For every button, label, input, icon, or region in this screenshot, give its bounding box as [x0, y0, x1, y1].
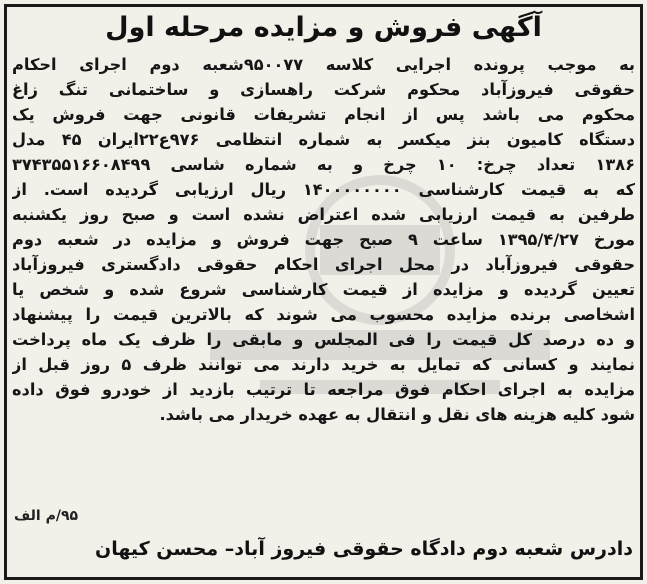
body-line: حقوقی فیروزآباد محکوم شرکت راهسازی و ساختمانی تنگ زاغ — [12, 80, 635, 99]
body-line: که به قیمت کارشناسی ۱۴۰۰۰۰۰۰۰۰ ریال ارزیابی گردیده است. از — [12, 180, 635, 199]
body-line: دستگاه کامیون بنز میکسر به شماره انتظامی ۹۷۶ع۲۲ایران ۴۵ مدل — [12, 130, 635, 149]
body-line: نمایند و کسانی که تمایل به خرید دارند می توانند ظرف ۵ روز قبل از — [12, 355, 635, 374]
body-line: محکوم می باشد پس از انجام تشریفات قانونی جهت فروش یک — [12, 105, 635, 124]
reference-code: ۹۵/م الف — [14, 508, 79, 524]
body-line: طرفین به قیمت ارزیابی شده اعتراض نشده است و صبح روز یکشنبه — [12, 205, 635, 224]
body-line: مزایده به اجرای احکام فوق مراجعه تا ترتیب بازدید از خودرو فوق داده — [12, 380, 635, 399]
notice-title: آگهی فروش و مزایده مرحله اول — [105, 12, 542, 43]
notice-body — [12, 52, 635, 427]
body-line: ۱۳۸۶ تعداد چرخ: ۱۰ چرخ و به شماره شاسی ۳۷۴۳۵۵۱۶۶۰۸۴۹۹ — [12, 155, 635, 174]
body-line-last: شود کلیه هزینه های نقل و انتقال به عهده خریدار می باشد. — [159, 405, 635, 424]
body-line: مورخ ۱۳۹۵/۴/۲۷ ساعت ۹ صبح جهت فروش و مزایده در شعبه دوم — [12, 230, 635, 249]
body-line: و ده درصد کل قیمت را فی المجلس و مابقی را ظرف یک ماه پرداخت — [12, 330, 635, 349]
body-line: حقوقی فیروزآباد در محل اجرای احکام حقوقی دادگستری فیروزآباد — [12, 255, 635, 274]
body-line: به موجب پرونده اجرایی کلاسه ۹۵۰۰۷۷شعبه دوم اجرای احکام — [12, 55, 635, 74]
body-line: تعیین گردیده و مزایده از قیمت کارشناسی شروع شده و شخص یا — [12, 280, 635, 299]
body-line: اشخاصی برنده مزایده محسوب می شوند که بالاترین قیمت را پیشنهاد — [12, 305, 635, 324]
signature-line: دادرس شعبه دوم دادگاه حقوقی فیروز آباد– محسن کیهان — [94, 538, 633, 560]
